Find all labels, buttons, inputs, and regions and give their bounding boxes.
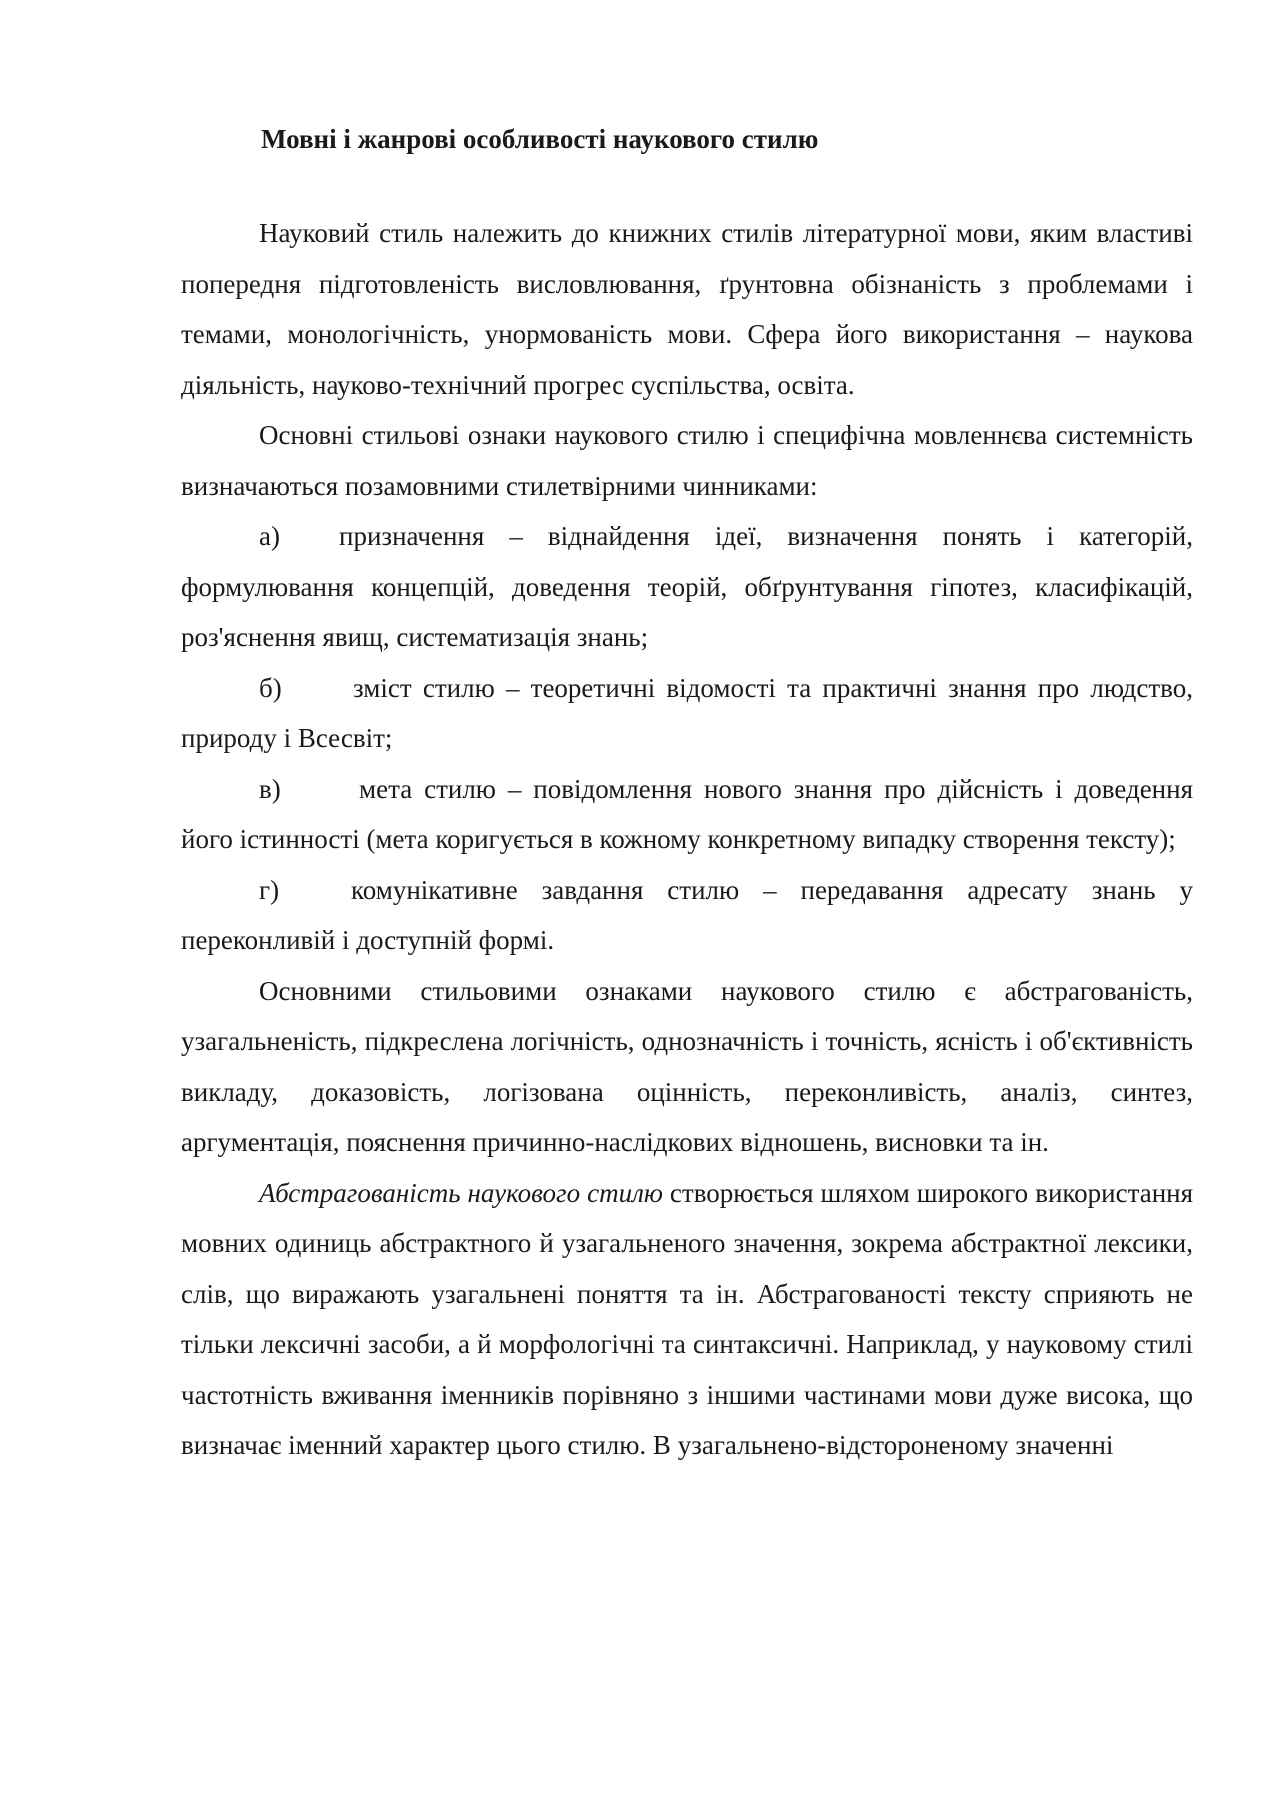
list-item-text: призначення – віднайдення ідеї, визначення понять і категорій, формулювання концепцій, доведення теорій, обґрунтування гіпотез, класифікацій, роз'яснення явищ, систематизація знань; [181, 521, 1193, 652]
list-item [181, 511, 1193, 663]
list-marker: в) [259, 773, 281, 804]
paragraph-abstraction [181, 1168, 1193, 1471]
paragraph-intro: Науковий стиль належить до книжних стилів літературної мови, яким властиві попередня підготовленість висловлювання, ґрунтовна обізнаність з проблемами і темами, монологічність, унормованість мови. Сфера його використання – наукова діяльність, науково-технічний прогрес суспільства, освіта. [181, 218, 1193, 400]
document-title: Мовні і жанрові особливості наукового стилю [261, 124, 819, 154]
paragraph-features: Основні стильові ознаки наукового стилю і специфічна мовленнєва системність визначаються позамовними стилетвірними чинниками: [181, 420, 1193, 501]
list-marker: г) [259, 874, 280, 905]
list-item [181, 865, 1193, 966]
list-item-text: мета стилю – повідомлення нового знання про дійсність і доведення його істинності (мета коригується в кожному конкретному випадку створення тексту); [181, 773, 1193, 854]
list-marker: б) [259, 672, 282, 703]
list-item-text: комунікативне завдання стилю – передавання адресату знань у переконливій і доступній формі. [181, 874, 1193, 955]
list-item-text: зміст стилю – теоретичні відомості та практичні знання про людство, природу і Всесвіт; [181, 672, 1193, 753]
list-marker: а) [259, 521, 280, 551]
document-page [181, 118, 1193, 1471]
list-item [181, 663, 1193, 764]
list-item [181, 764, 1193, 865]
paragraph-stylistic-features: Основними стильовими ознаками наукового стилю є абстрагованість, узагальненість, підкреслена логічність, однозначність і точність, ясність і об'єктивність викладу, доказовість, логізована оцінність, переконливість, аналіз, синтез, аргументація, пояснення причинно-наслідкових відношень, висновки та ін. [181, 975, 1193, 1157]
paragraph-abstraction-text: створюється шляхом широкого використання мовних одиниць абстрактного й узагальненого значення, зокрема абстрактної лексики, слів, що виражають узагальнені поняття та ін. Абстрагованості тексту сприяють не тільки лексичні засоби, а й морфологічні та синтаксичні. Наприклад, у науковому стилі частотність вживання іменників порівняно з іншими частинами мови дуже висока, що визначає іменний характер цього стилю. В узагальнено-відстороненому значенні [181, 1177, 1194, 1460]
italic-term: Абстрагованість наукового стилю [259, 1177, 663, 1208]
